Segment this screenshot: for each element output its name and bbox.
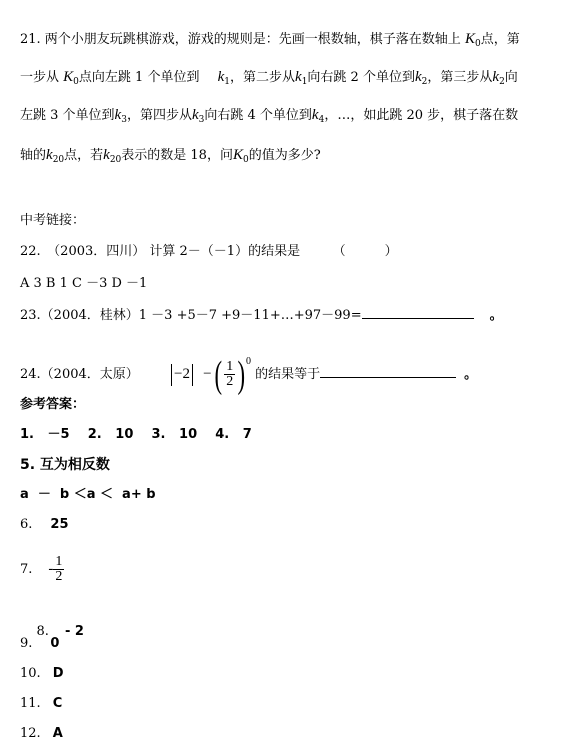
q21-text: ，第四步从 — [126, 108, 192, 123]
var-K: K — [232, 147, 243, 163]
sub-1: 1 — [224, 77, 230, 87]
answer-value: D — [52, 666, 64, 681]
q24-answer-blank — [320, 365, 456, 378]
q21-text: ，第二步从 — [230, 70, 296, 85]
q24-end: 。 — [464, 367, 478, 382]
answer-10 — [20, 665, 63, 683]
answer-value: 25 — [50, 517, 69, 532]
q23-answer-blank — [362, 306, 474, 319]
answer-value: A — [52, 726, 63, 741]
var-k: k — [103, 147, 110, 163]
q24-line — [20, 340, 478, 396]
q21-line-3 — [20, 106, 518, 129]
q24-minus: − — [203, 366, 212, 382]
q21-text: 向右跳 2 个单位到 — [307, 70, 415, 85]
answers-1-4: 1. －5 2. 10 3. 10 4. 7 — [20, 427, 252, 442]
q24-exponent: 0 — [245, 356, 251, 367]
q24-fraction — [224, 360, 235, 389]
q21-text: 21. 两个小朋友玩跳棋游戏，游戏的规则是：先画一根数轴，棋子落在数轴上 — [20, 32, 461, 47]
answer-7-sign: - — [48, 561, 54, 577]
q23-line — [20, 306, 503, 325]
answer-number: 11. — [20, 696, 41, 711]
answer-7-frac-den: 2 — [55, 569, 63, 584]
q24-abs-value: −2 — [174, 366, 191, 382]
sub-2: 2 — [499, 77, 505, 87]
q21-text: 点，第 — [480, 32, 520, 47]
answer-9 — [20, 635, 59, 653]
paren-left: ( — [214, 353, 222, 396]
q24-suffix: 的结果等于 — [255, 367, 321, 382]
q21-text: 向 — [504, 70, 518, 85]
sub-3: 3 — [198, 115, 205, 125]
q22-options: A 3 B 1 C －3 D －1 — [20, 276, 148, 291]
sub-20: 20 — [109, 155, 122, 165]
sub-4: 4 — [318, 115, 325, 125]
var-k: k — [492, 69, 500, 85]
var-k: k — [114, 107, 122, 123]
q21-text: ，…，如此跳 20 步，棋子落在数 — [324, 108, 519, 123]
answer-value: - 2 — [64, 624, 84, 639]
q22-text: 22. （2003．四川） 计算 2－（－1）的结果是 （ ） — [20, 244, 398, 259]
paren-right: ) — [237, 353, 246, 396]
answers-title: 参考答案： — [20, 397, 86, 412]
answer-number: 6. — [20, 517, 33, 532]
q21-line-2 — [20, 68, 518, 91]
sub-2: 2 — [421, 77, 428, 87]
answer-11 — [20, 695, 62, 713]
answer-5: 5. 互为相反数 — [20, 457, 110, 473]
q24-prefix: 24.（2004．太原） — [20, 367, 139, 382]
section-title: 中考链接： — [20, 213, 86, 228]
var-k: k — [217, 69, 225, 85]
answer-value: C — [52, 696, 63, 711]
var-k: k — [311, 107, 319, 123]
answer-12 — [20, 725, 63, 743]
q21-text: 向右跳 4 个单位到 — [204, 108, 312, 123]
q24-frac-den: 2 — [226, 374, 234, 389]
abs-bar-right — [192, 364, 193, 386]
answer-7-fraction — [53, 555, 64, 584]
q21-text: 一步从 — [20, 70, 60, 85]
q21-text: 表示的数是 18，问 — [121, 148, 233, 163]
answer-number: 12. — [20, 726, 41, 741]
q21-text: 点，若 — [64, 148, 104, 163]
q21-text: 的值为多少? — [248, 148, 321, 163]
answer-number: 10. — [20, 666, 41, 681]
answer-number: 8. — [36, 624, 49, 639]
answer-value: 0 — [50, 636, 60, 651]
q24-frac-num: 1 — [226, 359, 234, 374]
var-k: k — [295, 69, 302, 85]
abs-bar-left — [171, 364, 172, 386]
sub-1: 1 — [301, 77, 308, 87]
var-k: k — [46, 147, 53, 163]
q21-text: 左跳 3 个单位到 — [20, 108, 115, 123]
sub-0: 0 — [73, 77, 79, 87]
sub-20: 20 — [52, 155, 65, 165]
answer-number: 7. — [20, 562, 33, 577]
q21-line-1 — [20, 30, 520, 53]
q23-text: 23.（2004．桂林）1 －3 +5－7 +9－11+…+97－99= — [20, 308, 362, 323]
sub-0: 0 — [474, 39, 481, 49]
answer-6 — [20, 516, 69, 534]
q23-end: 。 — [489, 308, 503, 323]
var-k: k — [191, 107, 199, 123]
q21-text: ，第三步从 — [427, 70, 493, 85]
answer-7-frac-num: 1 — [55, 554, 63, 569]
var-K: K — [464, 31, 475, 47]
var-k: k — [414, 69, 422, 85]
q21-line-4 — [20, 146, 321, 169]
sub-0: 0 — [242, 155, 249, 165]
var-K: K — [63, 69, 74, 85]
answer-7 — [20, 549, 64, 589]
q21-text: 点向左跳 1 个单位到 — [78, 70, 200, 85]
q21-text: 轴的 — [20, 148, 47, 163]
answer-number: 9. — [20, 636, 33, 651]
sub-3: 3 — [121, 115, 127, 125]
answer-5-detail: a － b ＜a ＜ a+ b — [20, 487, 156, 502]
